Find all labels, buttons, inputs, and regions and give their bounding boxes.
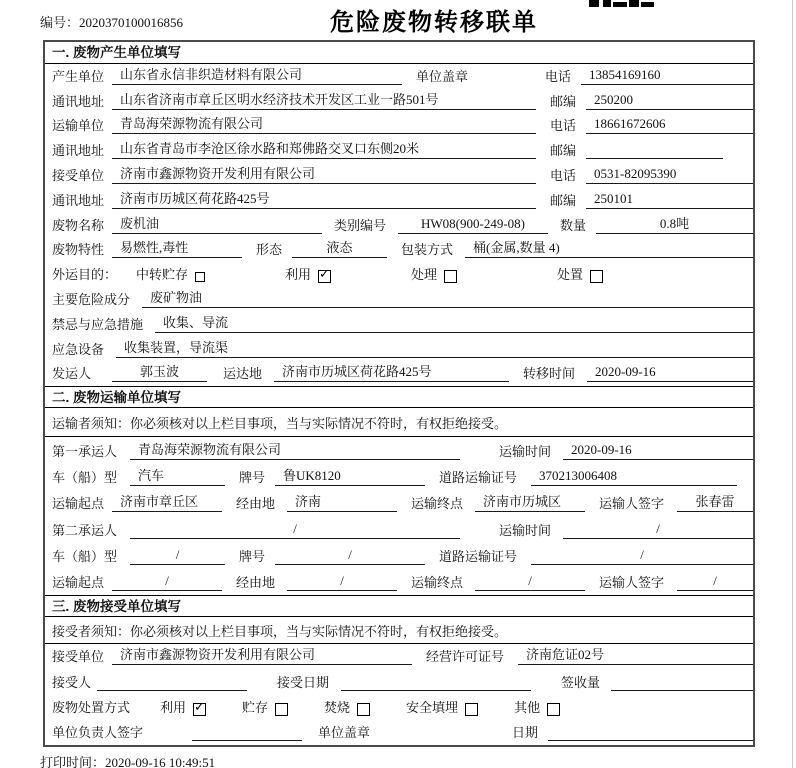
carrier2-value: / [130,521,460,539]
transporter-phone-value: 18661672606 [586,116,753,134]
transfer-time-value: 2020-09-16 [587,364,753,382]
transporter-address-value: 山东省青岛市李沧区徐水路和郑佛路交叉口东侧20米 [112,138,536,159]
emergency-equipment-label: 应急设备 [52,341,105,357]
purpose-treatment-checkbox [444,270,457,283]
producer-address-label: 通讯地址 [52,93,105,109]
purpose-option-disposal [557,264,603,283]
print-time [40,752,215,768]
transporter-zip-value [586,157,723,159]
receiver-zip-value: 250101 [586,191,753,209]
purpose-recycle-checkbox [318,270,331,283]
destination-label: 运达地 [223,366,263,382]
license-value: 济南危证02号 [518,644,753,665]
section3-header: 三. 废物接受单位填写 [45,595,753,617]
row-responsible-signature [45,720,753,745]
accept-date-value [341,689,531,691]
waste-qty-value: 0.8吨 [596,213,753,234]
row-transfer-purpose [45,262,753,287]
row-disposal-method [45,695,753,720]
carrier1-value: 青岛海荣源物流有限公司 [130,439,460,460]
disposal-other-checkbox [547,703,560,716]
vehicle1-permit-label: 道路运输证号 [439,469,518,485]
producer-value: 山东省永信非织造材料有限公司 [112,64,402,85]
route2-start-label: 运输起点 [52,575,105,591]
acceptor-value [97,689,247,691]
responsible-signature-value [192,739,302,741]
transporter-zip-label: 邮编 [550,143,577,159]
disposal-option-landfill [406,697,478,716]
transporter-value: 青岛海荣源物流有限公司 [112,113,536,134]
hazard-component-value: 废矿物油 [142,287,753,308]
row-transporter-address [45,138,753,163]
row-receiver-address [45,188,753,213]
route2-via-label: 经由地 [236,575,276,591]
carrier2-time-label: 运输时间 [499,522,552,538]
disposal-option-storage [242,697,288,716]
receiver-label: 接受单位 [52,167,105,183]
route1-end-value: 济南市历城区 [475,491,585,512]
waste-qty-label: 数量 [560,217,587,233]
emergency-measures-label: 禁忌与应急措施 [52,316,144,332]
disposal-recycle-checkbox [193,703,206,716]
producer-address-value: 山东省济南市章丘区明水经济技术开发区工业一路501号 [112,89,536,110]
shipper-label: 发运人 [52,366,92,382]
disposal-recycle-label: 利用 [160,699,187,715]
transporter-label: 运输单位 [52,118,105,134]
row-route2 [45,569,753,595]
carrier2-time-value: / [563,521,753,539]
row-acceptor [45,669,753,694]
receiver-zip-label: 邮编 [550,192,577,208]
document-number-label: 编号： [40,15,80,30]
vehicle1-plate-value: 鲁UK8120 [275,465,425,486]
purpose-disposal-label: 处置 [557,267,584,283]
vehicle1-plate-label: 牌号 [239,469,266,485]
receiver-address-label: 通讯地址 [52,192,105,208]
receiver-phone-value: 0531-82095390 [586,166,753,184]
disposal-storage-label: 贮存 [242,699,269,715]
route1-via-value: 济南 [287,491,397,512]
route2-end-value: / [475,573,585,591]
disposal-option-recycle [160,697,206,716]
packing-value: 桶(金属,数量 4) [465,237,753,258]
shipper-value: 郭玉波 [112,361,207,382]
section1-header: 一. 废物产生单位填写 [45,42,753,64]
purpose-disposal-checkbox [590,270,603,283]
purpose-treatment-label: 处理 [411,267,438,283]
waste-name-value: 废机油 [112,213,322,234]
disposal-option-other [514,697,560,716]
purpose-transit-storage-checkbox [195,272,205,282]
print-time-label: 打印时间： [40,755,106,768]
purpose-option-transit-storage [136,264,205,283]
document-number-value: 2020370100016856 [79,15,184,30]
row-producer [45,64,753,89]
row-emergency-measures [45,312,753,337]
purpose-option-treatment [411,264,457,283]
print-time-value: 2020-09-16 10:49:51 [105,755,216,768]
disposal-incineration-label: 焚烧 [324,699,351,715]
row-accepting-unit [45,644,753,669]
producer-phone-value: 13854169160 [581,67,753,85]
row-route1 [45,490,753,516]
acceptor-label: 接受人 [52,674,92,690]
producer-phone-label: 电话 [545,68,572,84]
receiver-phone-label: 电话 [550,167,577,183]
purpose-transit-storage-label: 中转贮存 [136,267,189,283]
received-qty-value [611,689,753,691]
row-transporter [45,114,753,139]
disposal-option-incineration [324,697,370,716]
disposal-storage-checkbox [275,703,288,716]
row-carrier2 [45,516,753,542]
waste-category-value: HW08(900-249-08) [398,216,548,234]
route1-signature-value: 张春雷 [677,491,753,512]
unit-seal-label: 单位盖章 [318,724,371,740]
destination-value: 济南市历城区荷花路425号 [274,361,509,382]
producer-seal-label: 单位盖章 [416,68,469,84]
disposal-incineration-checkbox [357,703,370,716]
received-qty-label: 签收量 [561,674,601,690]
route1-signature-label: 运输人签字 [599,496,665,512]
responsible-signature-label: 单位负责人签字 [52,724,144,740]
vehicle2-permit-label: 道路运输证号 [439,548,518,564]
vehicle1-permit-value: 370213006408 [531,468,737,486]
document-number [40,12,183,31]
carrier1-time-label: 运输时间 [499,443,552,459]
row-receiver [45,163,753,188]
row-carrier1 [45,437,753,463]
vehicle1-type-label: 车（船）型 [52,469,118,485]
route1-end-label: 运输终点 [411,496,464,512]
accept-date-label: 接受日期 [277,674,330,690]
transporter-address-label: 通讯地址 [52,143,105,159]
purpose-option-recycle [285,264,331,283]
row-vehicle2 [45,543,753,569]
purpose-recycle-label: 利用 [285,267,312,283]
disposal-landfill-label: 安全填埋 [406,699,459,715]
vehicle2-plate-label: 牌号 [239,548,266,564]
waste-properties-value: 易燃性,毒性 [112,237,242,258]
carrier1-label: 第一承运人 [52,443,118,459]
section2-header: 二. 废物运输单位填写 [45,386,753,408]
waste-form-value: 液态 [292,237,387,258]
row-waste-name [45,213,753,238]
route2-via-value: / [287,573,397,591]
waste-name-label: 废物名称 [52,217,105,233]
route1-via-label: 经由地 [236,496,276,512]
producer-zip-value: 250200 [586,92,753,110]
vehicle2-type-label: 车（船）型 [52,548,118,564]
page-title: 危险废物转移联单 [330,9,538,36]
packing-label: 包装方式 [401,242,454,258]
transporter-phone-label: 电话 [550,118,577,134]
route1-start-label: 运输起点 [52,496,105,512]
route2-signature-label: 运输人签字 [599,575,665,591]
carrier2-label: 第二承运人 [52,522,118,538]
producer-label: 产生单位 [52,68,105,84]
route1-start-value: 济南市章丘区 [112,491,222,512]
hazard-component-label: 主要危险成分 [52,291,131,307]
accepting-unit-value: 济南市鑫源物资开发利用有限公司 [112,644,412,665]
disposal-other-label: 其他 [514,699,541,715]
row-hazard-component [45,287,753,312]
row-emergency-equipment [45,337,753,362]
route2-end-label: 运输终点 [411,575,464,591]
section2-notice: 运输者须知：你必须核对以上栏目事项，当与实际情况不符时，有权拒绝接受。 [45,408,753,437]
sign-date-value [548,739,753,741]
receiver-address-value: 济南市历城区荷花路425号 [112,188,536,209]
page-edge-line [792,0,793,768]
transfer-purpose-label: 外运目的： [52,267,118,283]
disposal-landfill-checkbox [465,703,478,716]
row-shipper [45,362,753,387]
license-label: 经营许可证号 [426,649,505,665]
emergency-equipment-value: 收集装置，导流渠 [116,337,753,358]
row-waste-properties [45,238,753,263]
accepting-unit-label: 接受单位 [52,649,105,665]
receiver-value: 济南市鑫源物资开发利用有限公司 [112,163,536,184]
vehicle2-type-value: / [130,547,225,565]
emergency-measures-value: 收集、导流 [155,312,753,333]
carrier1-time-value: 2020-09-16 [563,442,753,460]
waste-category-label: 类别编号 [334,217,387,233]
row-vehicle1 [45,464,753,490]
route2-signature-value: / [677,573,753,591]
manifest-form-table [43,40,755,747]
producer-zip-label: 邮编 [550,93,577,109]
section3-notice: 接受者须知：你必须核对以上栏目事项，当与实际情况不符时，有权拒绝接受。 [45,617,753,644]
sign-date-label: 日期 [512,724,539,740]
vehicle2-plate-value: / [275,547,425,565]
qr-code-fragment [589,0,655,8]
vehicle1-type-value: 汽车 [130,465,225,486]
transfer-time-label: 转移时间 [523,366,576,382]
row-producer-address [45,89,753,114]
vehicle2-permit-value: / [531,547,753,565]
waste-form-label: 形态 [256,242,283,258]
disposal-method-label: 废物处置方式 [52,699,131,715]
waste-properties-label: 废物特性 [52,242,105,258]
route2-start-value: / [112,573,222,591]
